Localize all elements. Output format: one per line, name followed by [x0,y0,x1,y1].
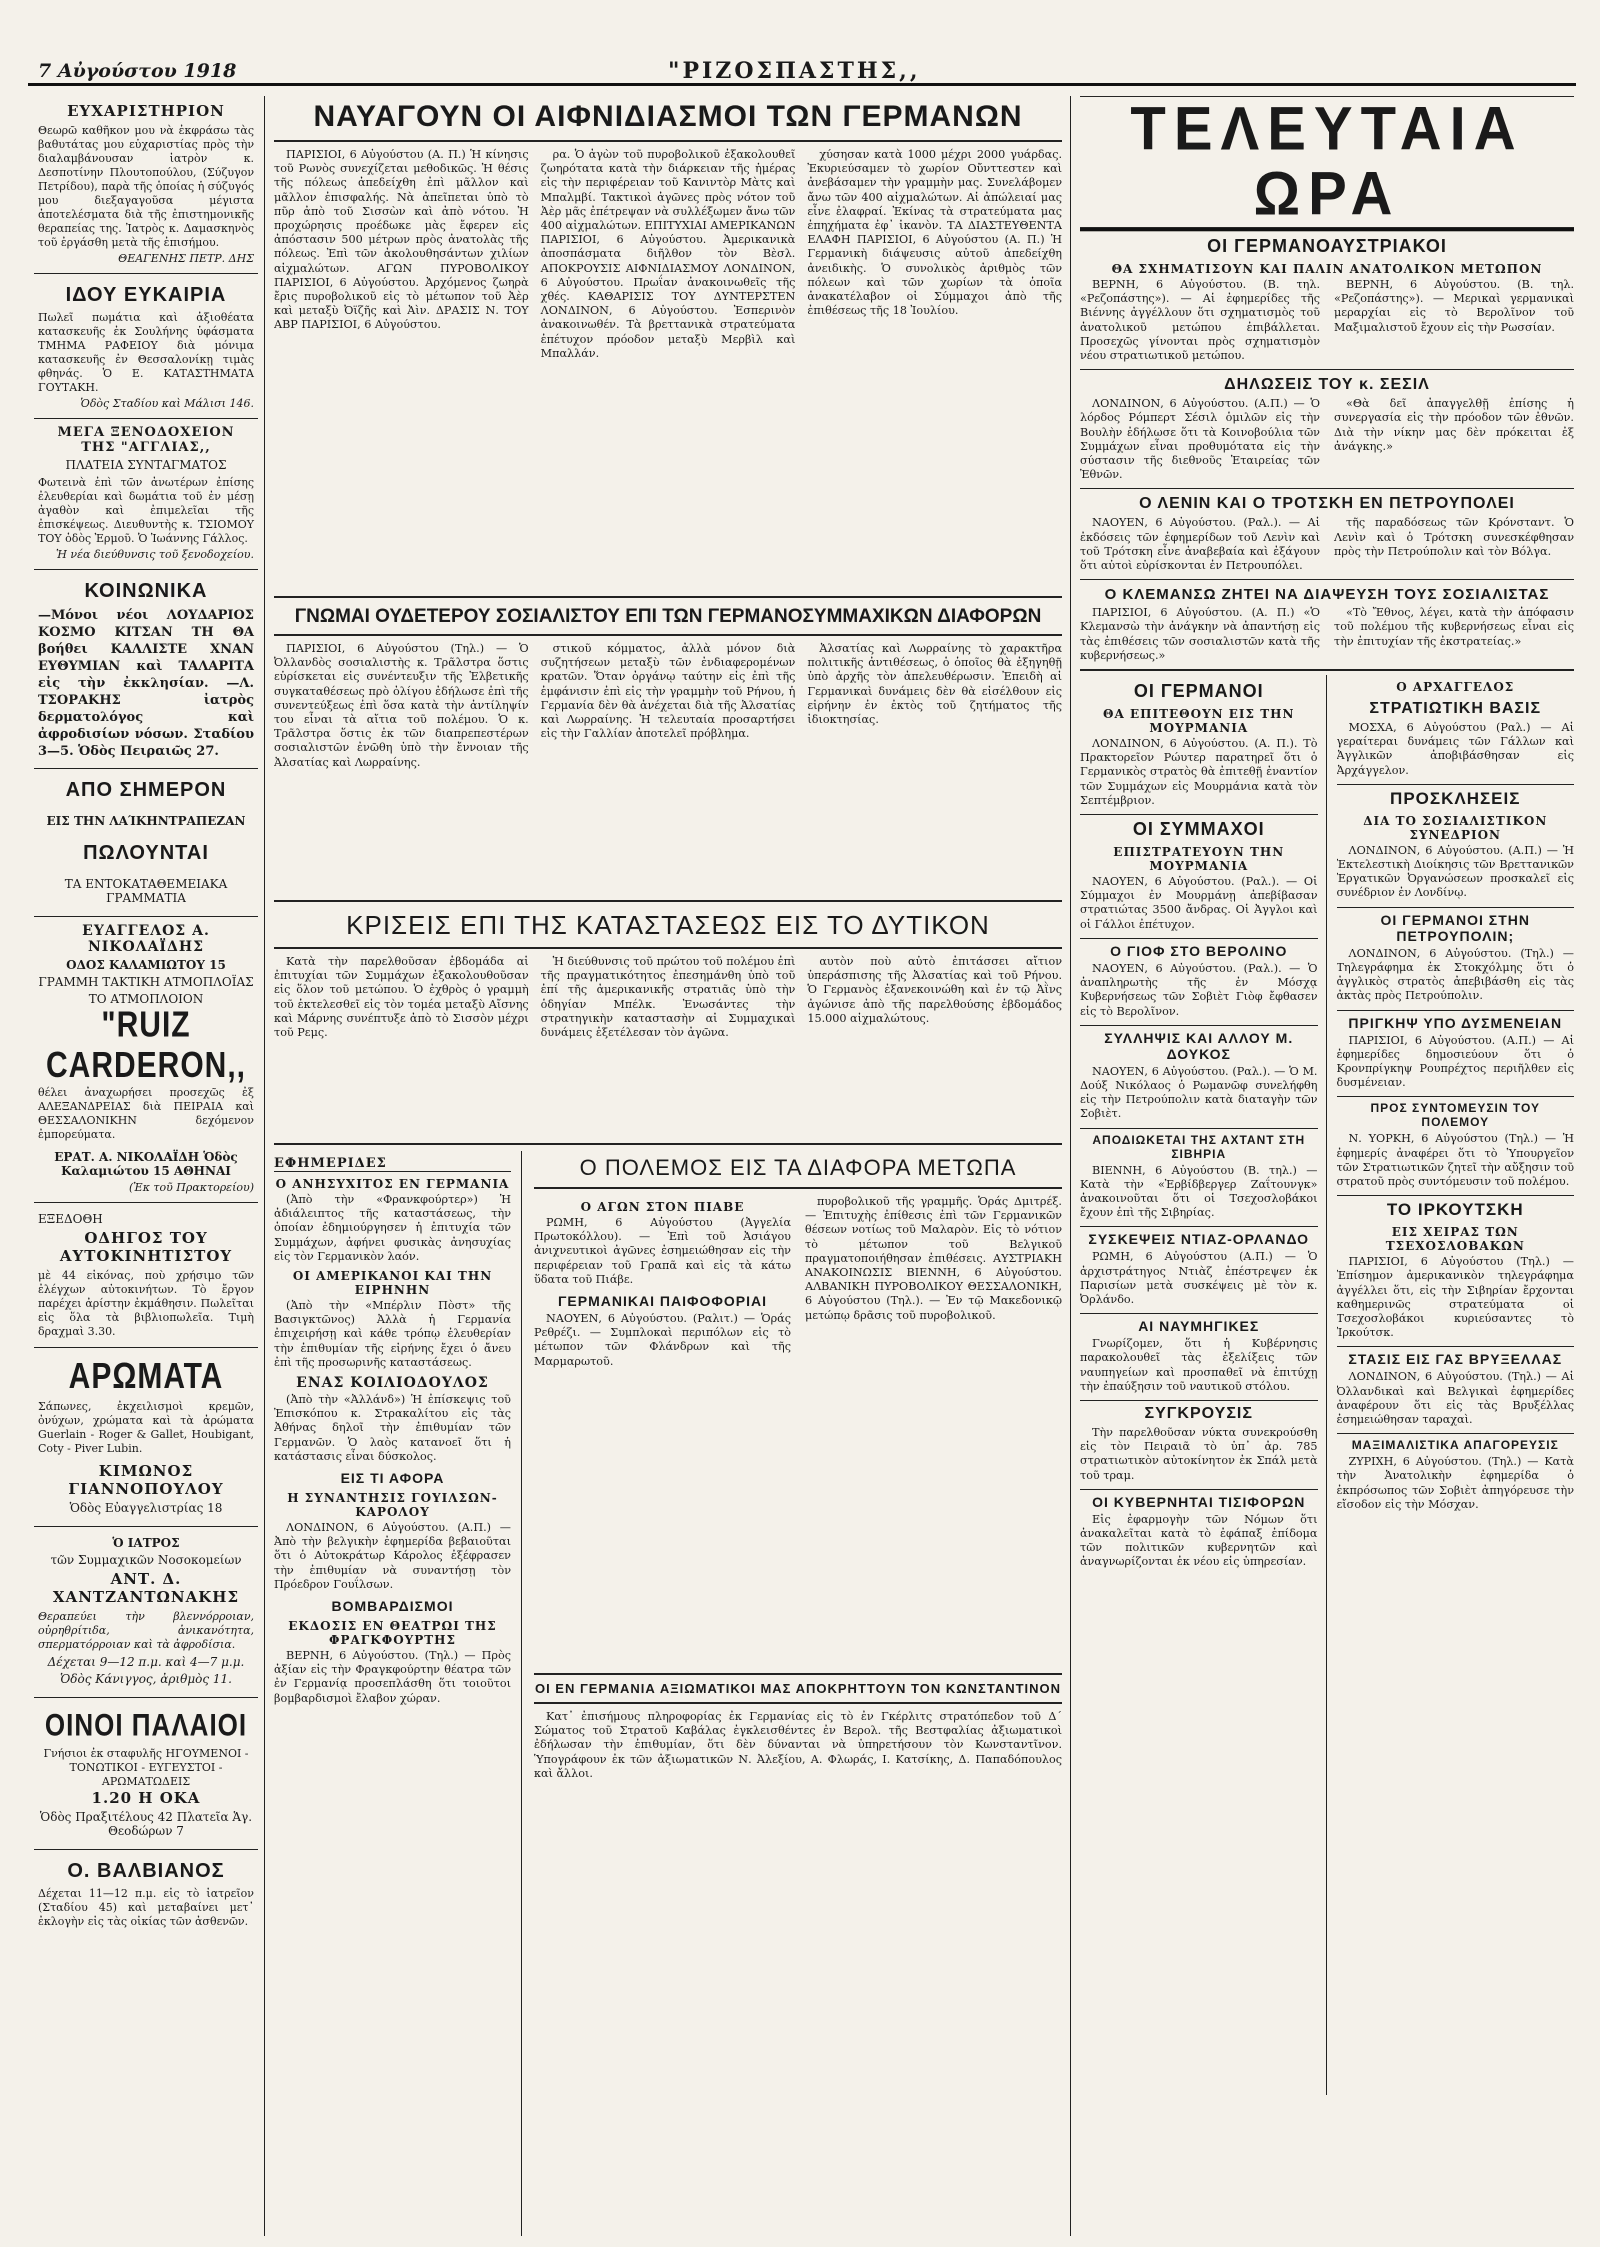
headline-clemenceau: Ο ΚΛΕΜΑΝΣΩ ΖΗΤΕΙ ΝΑ ΔΙΑΨΕΥΣΗ ΤΟΥΣ ΣΟΣΙΑΛΙΣΤΑΣ [1104,586,1550,604]
story-naufragoun [274,148,1062,588]
headline-ger-pet: ΟΙ ΓΕΡΜΑΝΟΙ ΣΤΗΝ ΠΕΤΡΟΥΠΟΛΙΝ; [1337,907,1575,944]
headline-constantine: ΟΙ ΕΝ ΓΕΡΜΑΝΙΑ ΑΞΙΩΜΑΤΙΚΟΙ ΜΑΣ ΑΠΟΚΡΗΤΤΟΥΝ ΤΟΝ ΚΩΝΣΤΑΝΤΙΝΟΝ [534,1673,1062,1704]
story-siberia: ΒΙΕΝΝΗ, 6 Αὐγούστου (Β. τηλ.) — Κατὰ τὴν «Ἐρβίδβεργερ Ζαΐτουνγκ» ἀνακοινοῦται ὅτι οἱ Τσεχοσλοβάκοι ἔχουν ἐπὶ τῆς Σιβηρίας. [1080,1163,1318,1220]
ad-exodos-text: μὲ 44 εἰκόνας, ποὺ χρήσιμο τῶν ἐλέγχων αὐτοκινήτων. Τὸ ἔργον παρέχει ἀρίστην ἐκμάθησιν. Πωλεῖται εἰς ὅλα τὰ βιβλιοπωλεῖα. Τιμὴ δραχμαὶ 3.30. [38,1269,254,1338]
war-fronts-sub2: ΓΕΡΜΑΝΙΚΑΙ ΠΑΙΦΟΦΟΡΙΑΙ [558,1293,767,1310]
story-nav: Γνωρίζομεν, ὅτι ἡ Κυβέρνησις παρακολουθεῖ τὰς ἐξελίξεις τῶν ναυπηγείων καὶ προσπαθεῖ νὰ ἐπιτύχῃ τὴν ἐπαύξησιν τοῦ ναυτικοῦ στόλου. [1080,1337,1318,1393]
ad-thanks-title: ΕΥΧΑΡΙΣΤΗΡΙΟΝ [67,102,225,120]
right-lower-col2 [1337,675,1575,2095]
story-west-col2: Ἡ διεύθυνσις τοῦ πρώτου τοῦ πολέμου ἐπὶ τῆς πραγματικότητος ἐπεσημάνθη ὑπὸ τοῦ ἐπί τῆς ἀμερικανικῆς στρατιᾶς ὑπὸ τὴν ὁδηγίαν Μπέλκ. Ἐνωσάντες τὴν στρατηγικὴν καταστασὴν αἱ Συμμαχικαὶ δυνάμεις ἐξετέλεσαν τὸν ἀγῶνα. [540,955,796,1040]
story-yoff: ΝΑΟΥΕΝ, 6 Αὐγούστου. (Ραλ.). — Ὁ ἀναπληρωτὴς τῆς ἐν Μόσχᾳ Κυβερνήσεως τῶν Σοβιὲτ Γιὸφ ἔφθασεν εἰς τὸ Βερολῖνον. [1080,961,1318,1018]
right-lower [1080,675,1574,2095]
ad-thanks-sign: ΘΕΑΓΕΝΗΣ ΠΕΤΡ. ΔΗΣ [118,252,254,265]
ad-hotel [34,419,258,570]
story-cecil-2: «Θὰ δεῖ ἀπαγγελθῇ ἐπίσης ἡ συνεργασία εἰς τὴν πρόοδον τῶν ἐθνῶν. Διὰ τὴν νίκην μας δὲν πρόκειται ἐξ ἀνάγκης.» [1334,397,1574,453]
story-west-col1: Κατὰ τὴν παρελθοῦσαν ἑβδομάδα αἱ ἐπιτυχίαι τῶν Συμμάχων ἐξακολουθοῦσαν εἰς ὅλον τοῦ μετώπου. Ὁ ἐχθρὸς ὁ γραμμὴ τοῦ ἐκτελεσθεῖ εἰς τὸν τομέα μεταξὺ Αἴσνης καὶ Μάρνης συνέπτυξε ἀπὸ τὸ Σισσὸν μέχρι τοῦ Ρεμς. [274,955,529,1040]
story-irk: ΠΑΡΙΣΙΟΙ, 6 Αὐγούστου (Τηλ.) — Ἐπίσημον ἀμερικανικὸν τηλεγράφημα ἀγγέλλει ὅτι, εἰς τὴν Σιβηρίαν ἔρχονται καθημερινῶς στρατεύματα οἱ Τσεχοσλοβάκοι κυριεύσαντες τὸ Ἰρκούτσκ. [1336,1255,1574,1340]
efimerides-t5s: ΕΚΔΟΣΙΣ ΕΝ ΘΕΑΤΡΩΙ ΤΗΣ ΦΡΑΓΚΦΟΥΡΤΗΣ [288,1619,497,1648]
headline-sygk: ΣΥΓΚΡΟΥΣΙΣ [1080,1400,1318,1423]
story-naufragoun-col3: χύσησαν κατὰ 1000 μέχρι 2000 γυάρδας. Ἐκυριεύσαμεν τὸ χωρίον Οὔνττεστεν καὶ ἀνεβάσαμεν τὴν γραμμὴν μας. Συνελάβομεν ἄνω τῶν 400 αἰχμαλώτων. Αἱ ἀπώλειαί μας εἶνε ἐλαφραί. Ἐκίνας τὰ στρατεύματα μας ἐπηχήματα ἐφ᾽ ἱκανὸν. ΤΑ ΔΙΑΣΤΕΥΘΕΝΤΑ ΕΛΑΦΗ ΠΑΡΙΣΙΟΙ, 6 Αὐγούστου (Α. Π.) Ἡ Γερμανικὴ διάψευσις αὐτοῦ ἀπεδείχθη ἀνειδικὴς. Ὁ συνολικὸς ἀριθμὸς τῶν πόλεων καὶ τῶν χωρίων τὰ ὁποῖα ἀνακατέλαβον οἱ Σύμμαχοι ἀπὸ τῆς ἐπιθέσεως τῆς 18 Ἰουλίου. [807,148,1062,318]
headline-syskep: ΣΥΣΚΕΨΕΙΣ ΝΤΙΑΖ-ΟΡΛΑΝΔΟ [1080,1226,1318,1247]
war-fronts-col2: πυροβολικοῦ τῆς γραμμῆς. Ὁράς Δμιτρέξ. — Ἐπιτυχὴς ἐπίθεσις ἐπὶ τῶν Γερμανικῶν θέσεων νοτίως τοῦ Μαλαρὸν. Εἰς τὸ νότιον τὸ μέτωπον τοῦ Βελγικοῦ πραγματοποιήθησαν ἐπιθέσεις. ΑΥΣΤΡΙΑΚΗ ΑΝΑΚΟΙΝΩΣΙΣ ΒΙΕΝΝΗ, 6 Αὐγούστου. ΑΛΒΑΝΙΚΗ ΠΥΡΟΒΟΛΙΚΟΥ ΘΕΣΣΑΛΟΝΙΚΗ, 6 Αὐγούστου (Τηλ.). — Ἐν τῷ Μακεδονικῷ μετώπῳ δρᾶσις τοῦ πυροβολικοῦ. [805,1195,1062,1322]
grammatia: ΤΑ ΕΝΤΟΚΑΤΑΘΕΜΕΙΑΚΑ ΓΡΑΜΜΑΤΙΑ [64,877,228,905]
ad-doctor-hours: Δέχεται 9—12 π.μ. καὶ 4—7 μ.μ. [47,1655,245,1669]
headline-doukas: ΣΥΛΛΗΨΙΣ ΚΑΙ ΑΛΛΟΥ Μ. ΔΟΥΚΟΣ [1080,1025,1318,1062]
ad-valvianos [34,1850,258,1937]
headline-murman: ΟΙ ΓΕΡΜΑΝΟΙ [1133,681,1264,702]
ad-exodos-title: ΟΔΗΓΟΣ ΤΟΥ ΑΥΤΟΚΙΝΗΤΙΣΤΟΥ [59,1229,233,1265]
story-ger-pet: ΛΟΝΔΙΝΟΝ, 6 Αὐγούστου. (Τηλ.) — Τηλεγράφημα ἐκ Στοκχόλμης ὅτι ὁ ἀγγλικὸς στρατὸς ἀπεβιβάσθη εἰς τὰς ἀκτὰς πρὸς Πετρούπολιν. [1336,946,1574,1003]
ad-exodos-label: ΕΞΕΔΟΘΗ [38,1212,103,1226]
right-column [1080,96,1574,2236]
story-arch: ΜΟΣΧΑ, 6 Αὐγούστου (Ραλ.) — Αἱ γεραίτεραι δυνάμεις τῶν Γάλλων καὶ Ἀγγλικῶν ἀποβιβάσθησαν εἰς Ἀρχάγγελον. [1336,721,1574,777]
subhead-prosk: ΔΙΑ ΤΟ ΣΟΣΙΑΛΙΣΤΙΚΟΝ ΣΥΝΕΔΡΙΟΝ [1363,813,1548,842]
lower-center [274,1151,1062,2236]
ad-hotel-sign: Ἡ νέα διεύθυνσις τοῦ ξενοδοχείου. [55,548,254,561]
ad-aromata [34,1348,258,1527]
ad-wines-title: ΟΙΝΟΙ ΠΑΛΑΙΟΙ [44,1706,248,1743]
efimerides-b3: (Ἀπὸ τὴν «Ἀλλάνδ») Ἡ ἐπίσκεψις τοῦ Ἐπισκόπου κ. Στρακαλίτου εἰς τὰς Ἀθήνας δηλοῖ τὴν ἐπιθυμίαν τῶν Γερμανῶν. Ὁ λαὸς κατανοεῖ ὅτι ἡ κατάστασις εἶναι δύσκολος. [274,1393,511,1463]
story-neutral [274,642,1062,892]
story-syntom: Ν. ΥΟΡΚΗ, 6 Αὐγούστου (Τηλ.) — Ἡ ἐφημερίς ἀναφέρει ὅτι τὸ Ὑπουργεῖον τῶν Στρατιωτικῶν ζητεῖ τὴν αὔξησιν τοῦ στρατοῦ πρὸς συντόμευσιν τοῦ πολέμου. [1336,1132,1574,1188]
ad-eukairia-sign: Ὁδὸς Σταδίου καὶ Μάλισι 146. [80,397,254,410]
efimerides-t1: Ο ΑΝΗΣΥΧΙΤΟΣ ΕΝ ΓΕΡΜΑΝΙΑ [275,1177,510,1191]
story-clemenceau-1: ΠΑΡΙΣΙΟΙ, 6 Αὐγούστου. (Α. Π.) «Ὁ Κλεμανσὼ τὴν ἀνάγκην νὰ ἀπαντήσῃ εἰς τὰς ἐπιθέσεις τῶν σοσιαλιστῶν κατὰ τῆς κυβερνήσεως.» [1080,606,1320,662]
efimerides-t2: ΟΙ ΑΜΕΡΙΚΑΝΟΙ ΚΑΙ ΤΗΝ ΕΙΡΗΝΗΝ [292,1269,493,1298]
subhead-symm: ΕΠΙΣΤΡΑΤΕΥΟΥΝ ΤΗΝ ΜΟΥΡΜΑΝΙΑ [1113,845,1285,874]
subhead-austro: ΘΑ ΣΧΗΜΑΤΙΣΟΥΝ ΚΑΙ ΠΑΛΙΝ ΑΝΑΤΟΛΙΚΟΝ ΜΕΤΩΠΟΝ [1111,262,1543,276]
headline-prosk: ΠΡΟΣΚΛΗΣΕΙΣ [1337,784,1575,809]
efimerides-column [274,1151,522,2236]
story-austro-2: ΒΕΡΝΗ, 6 Αὐγούστου. (Β. τηλ. «Ρεζοπάστης»). — Μερικαὶ γερμανικαὶ μεραρχίαι εἰς τὸ Βερολῖνον τοῦ Μαξιμαλιστοῦ ἔχουν εἰς τὴν Ρωσσίαν. [1334,278,1574,334]
story-naufragoun-col2: ρα. Ὁ ἀγὼν τοῦ πυροβολικοῦ ἐξακολουθεῖ ζωηρότατα κατὰ τὴν διάρκειαν τῆς ἡμέρας εἰς τὴν περιφέρειαν τοῦ Κανιντὸρ Μὰτς καὶ Μπαλμβί. Τακτικοὶ ἀγῶνες πρὸς νότον τοῦ Ἀὲρ μᾶς ἐπέτρεψαν νὰ συλλέξωμεν ἄνω τῶν 400 αἰχμαλώτων. ΕΠΙΤΥΧΙΑΙ ΑΜΕΡΙΚΑΝΩΝ ΠΑΡΙΣΙΟΙ, 6 Αὐγούστου. Ἀμερικανικὰ ἀποσπάσματα διῆλθον τὸν Βὲσλ. ΑΠΟΚΡΟΥΣΙΣ ΑΙΦΝΙΔΙΑΣΜΟΥ ΛΟΝΔΙΝΟΝ, 6 Αὐγούστου. Πρωΐαν ἀνακοινωθεῖς τῆς χθές. ΚΑΘΑΡΙΣΙΣ ΤΟΥ ΔΥΝΤΕΡΣΤΕΝ ΛΟΝΔΙΝΟΝ, 6 Αὐγούστου. Ἐσπερινὸν ἀνακοινωθέν. Τὰ βρεττανικὰ στρατεύματα ἐπέτυχον πρόοδον μεταξὺ Μερβὶλ καὶ Μπαλλάν. [540,148,796,360]
story-cecil-1: ΛΟΝΔΙΝΟΝ, 6 Αὐγούστου. (Α.Π.) — Ὁ λόρδος Ρόμπερτ Σέσιλ ὁμιλῶν εἰς τὴν Βουλὴν ἐδήλωσε ὅτι τὰ Κοινοβούλια τῶν Συμμάχων εἶναι προθυμότατα εἰς τὴν σύστασιν τῆς διεθνοῦς Ἑταιρείας τῶν Ἐθνῶν. [1080,397,1320,482]
headline-prig: ΠΡΙΓΚΗΨ ΥΠΟ ΔΥΣΜΕΝΕΙΑΝ [1337,1010,1575,1031]
headline-nav: ΑΙ ΝΑΥΜΗΓΙΚΕΣ [1080,1313,1318,1334]
story-lenin-1: ΝΑΟΥΕΝ, 6 Αὐγούστου. (Ραλ.). — Αἱ ἐκδόσεις τῶν ἐφημερίδων τοῦ Λενὶν καὶ τοῦ Τρότσκη εἶνε ἀναβεβαία καὶ ἐξάγουν ὅτι αὐτοὶ εὑρίσκονται ἐν Πετρουπόλει. [1080,516,1320,573]
story-cecil [1080,397,1574,489]
ad-eukairia-text: Πωλεῖ πωμάτια καὶ ἀξιοθέατα κατασκευῆς ἐκ Σουλήνης ὑφάσματα ΤΜΗΜΑ ΡΑΦΕΙΟΥ διὰ μόνιμα κατασκευῆς ἐν Θεσσαλονίκῃ τιμὰς φθηνάς. Ὁ Ε. ΚΑΤΑΣΤΗΜΑΤΑ ΓΟΥΤΑΚΗ. [38,311,254,394]
kentrikan: ΕΙΣ ΤΗΝ ΛΑΊΚΗΝΤΡΑΠΕΖΑΝ [46,814,246,828]
story-murman: ΛΟΝΔΙΝΟΝ, 6 Αὐγούστου. (Α. Π.). Τὸ Πρακτορεῖον Ρώυτερ παρατηρεῖ ὅτι ὁ Γερμανικὸς στρατὸς θὰ ἐπιτεθῇ ἐναντίον τῶν Συμμάχων εἰς Μουρμάνια κατὰ τὸν Σεπτέμβριον. [1080,737,1318,807]
ad-koinonika-title: ΚΟΙΝΩΝΙΚΑ [84,580,208,602]
issue-date: 7 Αὐγούστου 1918 [38,60,237,82]
ad-koinonika-text: —Μόνοι νέοι ΛΟΥΔΑΡΙΟΣ ΚΟΣΜΟ ΚΙΤΣΑΝ ΤΗ ΘΑ βοήθει ΚΑΛΛΙΣΤΕ ΧΝΑΝ ΕΥΘΥΜΙΑΝ καὶ ΤΑΛΑΡΙΤΑ εἰς τὴν ἐκκλησίαν. —Λ. ΤΣΟΡΑΚΗΣ ἰατρὸς δερματολόγος καὶ ἀφροδισίων νόσων. Σταδίου 3—5. Ὁδὸς Πειραιῶς 27. [38,608,254,759]
polountai: ΠΩΛΟΥΝΤΑΙ [83,842,209,864]
headline-siberia: ΑΠΟΔΙΩΚΕΤΑΙ ΤΗΣ ΑΧΤΑΝΤ ΣΤΗ ΣΙΒΗΡΙΑ [1080,1128,1318,1161]
story-naufragoun-col1: ΠΑΡΙΣΙΟΙ, 6 Αὐγούστου (Α. Π.) Ἡ κίνησις τοῦ Ρωνὸς συνεχίζεται μεθοδικῶς. Ἡ θέσις τῆς πόλεως ἀπεδείχθη ἐπὶ μᾶλλον καὶ μᾶλλον ἐπισφαλής. Νὰ ἀπεῖπεται ὑπὸ τὸ πῦρ ἀπὸ τοῦ Σισσὼν καὶ ἀπὸ νότου. Ἡ προχώρησις προέδωκε μὰς ἔφερεν εἰς ἀπόστασιν 500 μέτρων πρὸς ἀνατολὰς τῆς πόλεως. Ἐπὶ τῶν ἀκολουθησάντων χιλίων αἰχμαλώτων. ΑΓΩΝ ΠΥΡΟΒΟΛΙΚΟΥ ΠΑΡΙΣΙΟΙ, 6 Αὐγούστου. Ἀρχόμενος ζωηρὰ ἔρις πυροβολικοῦ εἰς τὸ μέτωπον τοῦ Ἀὲρ καὶ μεταξὺ Ὀϊζῆς καὶ Ἀὶν. ΔΡΑΣΙΣ Ν. ΤΟΥ ΑΒΡ ΠΑΡΙΣΙΟΙ, 6 Αὐγούστου. [274,148,529,332]
story-max: ΖΥΡΙΧΗ, 6 Αὐγούστου. (Τηλ.) — Κατὰ τὴν Ἀνατολικὴν ἐφημερίδα ὁ ἐκπρόσωπος τῶν Σοβιὲτ ἀπηγόρευσε τὴν εἴσοδον εἰς τὴν Μόσχαν. [1336,1455,1574,1511]
ad-nikolaidis-agent: ΕΡΑΤ. Α. ΝΙΚΟΛΑΪΔΗ Ὁδὸς Καλαμιώτου 15 ΑΘΗΝΑΙ [54,1150,238,1178]
newspaper-name: "ΡΙΖΟΣΠΑΣΤΗΣ,, [668,58,921,84]
story-prig: ΠΑΡΙΣΙΟΙ, 6 Αὐγούστου. (Α.Π.) — Αἱ ἐφημερίδες δημοσιεύουν ὅτι ὁ Κρονπρίγκηψ Ρουπρέχτος περιῆλθεν εἰς δυσμένειαν. [1336,1033,1574,1090]
war-fronts-body [534,1195,1062,1665]
war-fronts-col1b: ΝΑΟΥΕΝ, 6 Αὐγούστου. (Ραλιτ.) — Ὁράς Ρεθρέζι. — Συμπλοκαὶ περιπόλων εἰς τὸ μέτωπον τῶν Φλάνδρων καὶ τῆς Μαρμαρωτοῦ. [534,1312,791,1368]
efimerides-b2: (Ἀπὸ τὴν «Μπέρλιν Πὸστ» τῆς Βασιγκτῶνος) Ἀλλὰ ἡ Γερμανία ἐπιχειρήσῃ καὶ κάθε τρόπῳ ἐλευθερίαν τὴν ἐπιθυμίαν τῆς εἰρήνης ἔχει ὁ ἄνευ ἐπὶ τῆς προσωρινῆς καταστάσεως. [274,1299,511,1369]
story-kyb: Εἰς ἐφαρμογὴν τῶν Νόμων ὅτι ἀνακαλεῖται κατὰ τὸ ἐφάπαξ ἐπίδομα τῶν πολιτικῶν κυβερνητῶν καὶ ἀναγνωρίζονται ἐκ νέου εἰς ὑπηρεσίαν. [1080,1512,1318,1569]
headline-lenin: Ο ΛΕΝΙΝ ΚΑΙ Ο ΤΡΟΤΣΚΗ ΕΝ ΠΕΤΡΟΥΠΟΛΕΙ [1139,495,1515,513]
story-doukas: ΝΑΟΥΕΝ, 6 Αὐγούστου. (Ραλ.). — Ὁ Μ. Δούξ Νικόλαος ὁ Ρωμανῶφ συνελήφθη εἰς τὴν Πετρούπολιν κατὰ διαταγὴν τῶν Σοβιὲτ. [1080,1064,1318,1121]
ad-nikolaidis-text: θέλει ἀναχωρήσει προσεχῶς ἐξ ΑΛΕΞΑΝΔΡΕΙΑΣ διὰ ΠΕΙΡΑΙΑ καὶ ΘΕΣΣΑΛΟΝΙΚΗΝ δεχόμενον ἐμπορεύματα. [38,1086,254,1141]
story-syskep: ΡΩΜΗ, 6 Αὐγούστου (Α.Π.) — Ὁ ἀρχιστράτηγος Ντιὰζ ἐπέστρεψεν ἐκ Παρισίων μετὰ συσκέψεις μὲ τὸν κ. Ὀρλάνδο. [1080,1250,1318,1306]
right-lower-col1 [1080,675,1327,2095]
ad-kentrikan [34,769,258,917]
column-rule [1070,96,1071,2236]
subhead-arch: ΣΤΡΑΤΙΩΤΙΚΗ ΒΑΣΙΣ [1369,700,1542,718]
war-fronts-col1 [534,1195,791,1665]
ad-nikolaidis-street: ΟΔΟΣ ΚΑΛΑΜΙΩΤΟΥ 15 [66,958,226,972]
ad-thanks-text: Θεωρῶ καθῆκον μου νὰ ἐκφράσω τὰς βαθυτάτας μου εὐχαριστίας πρὸς τὴν διαλαμβάνουσαν ἰατρὸν κ. Δεσποτίνην Πλουτοπούλου, (Σύζυγον Πετρίδου), παρὰ τῆς ὁποίας ἡ σύζυγός μου διεξαγαγοῦσα μέγιστα ἀποτελέσματα διὰ τῆς ἐπιστημονικῆς θεραπείας της. Ἰατρὸς κ. Δαμασκηνὸς τοῦ ἐργάσθη μετὰ τῆς ἐπισήμου. [38,124,254,249]
ad-eukairia-title: ΙΔΟΥ ΕΥΚΑΙΡΙΑ [65,284,227,306]
story-sygk: Τὴν παρελθοῦσαν νύκτα συνεκρούσθη εἰς τὸν Πειραιᾶ τὸ ὑπ᾽ ἀρ. 785 στρατιωτικὸν αὐτοκίνητον ἐκ Σπάλ μετὰ τοῦ τραμ. [1080,1425,1318,1482]
story-west [274,955,1062,1145]
story-west-col3: αυτὸν ποὺ αὐτὸ ἐπιτάσσει αἴτιον ὑπεράσπισης τῆς Ἀλσατίας καὶ τοῦ Ρήνου. Ὁ Γερμανὸς ἐξανεκοινώθη καὶ ἐν τῷ Ἀῒνς ἀγώνισε ἀπὸ τῆς παρελθούσης ἑβδομάδος 15.000 αἰχμαλώτους. [807,955,1062,1025]
subhead-murman: ΘΑ ΕΠΙΤΕΘΟΥΝ ΕΙΣ ΤΗΝ ΜΟΥΡΜΑΝΙΑ [1103,707,1295,736]
ad-valvianos-text: Δέχεται 11—12 π.μ. εἰς τὸ ἰατρεῖον (Σταδίου 45) καὶ μεταβαίνει μετ᾽ ἐκλογὴν εἰς τὰς οἰκίας τῶν ἀσθενῶν. [38,1887,254,1928]
efimerides-b5: ΒΕΡΝΗ, 6 Αὐγούστου. (Τηλ.) — Πρὸς ἀξίαν εἰς τὴν Φραγκφούρτην θέατρα τῶν ἐν Γερμανίᾳ προσεπλάσθη ὅτι τοιοῦτοι βομβαρδισμοὶ ἔλαβον χώραν. [274,1649,511,1705]
headline-irk: ΤΟ ΙΡΚΟΥΤΣΚΗ [1337,1195,1575,1220]
ad-valvianos-title: Ο. ΒΑΛΒΙΑΝΟΣ [67,1860,225,1882]
headline-symm: ΟΙ ΣΥΜΜΑΧΟΙ [1080,814,1318,840]
headline-stasis: ΣΤΑΣΙΣ ΕΙΣ ΓΑΣ ΒΡΥΞΕΛΛΑΣ [1337,1346,1575,1367]
story-prosk: ΛΟΝΔΙΝΟΝ, 6 Αὐγούστου. (Α.Π.) — Ἡ Ἐκτελεστικὴ Διοίκησις τῶν Βρεττανικῶν Ἐργατικῶν Ὀργανώσεων προσκαλεῖ εἰς συνέδριον ἐν Λονδίνῳ. [1336,843,1574,900]
ad-hotel-title: ΜΕΓΑ ΞΕΝΟΔΟΧΕΙΟΝ ΤΗΣ "ΑΓΓΛΙΑΣ,, [57,425,235,455]
ad-wines-street: Ὁδὸς Πραξιτέλους 42 Πλατεῖα Ἁγ. Θεοδώρων 7 [39,1810,253,1838]
headline-west-front: ΚΡΙΣΕΙΣ ΕΠΙ ΤΗΣ ΚΑΤΑΣΤΑΣΕΩΣ ΕΙΣ ΤΟ ΔΥΤΙΚΟΝ [274,900,1062,949]
story-neutral-col1: ΠΑΡΙΣΙΟΙ, 6 Αὐγούστου (Τηλ.) — Ὁ Ὀλλανδὸς σοσιαλιστὴς κ. Τρᾶλστρα ὅστις εὑρίσκεται εἰς συνέντευξιν τῆς Ἑλβετικῆς συγκαταθέσεως πρὸ ὀλίγου ἐδήλωσε ἐπὶ τῆς συνεντεύξεως ἐπὶ ὅσα κατὰ τὴν ἀντίληψίν του εἶναι τὰ αἴτια τοῦ πολέμου. Ὁ κ. Τρᾶλστρα ὅστις ἐκ τῶν διαπρεπεστέρων σοσιαλιστῶν ἐνῶθη ὑπὸ τὴν ἔννοιαν τῆς Ἀλσατίας καὶ Λωρραίνης. [274,642,529,769]
ad-wines-text: Γνήσιοι ἐκ σταφυλῆς ΗΓΟΥΜΕΝΟΙ - ΤΟΝΩΤΙΚΟΙ - ΕΥΓΕΥΣΤΟΙ - ΑΡΩΜΑΤΩΔΕΙΣ [43,1747,249,1788]
headline-max: ΜΑΞΙΜΑΛΙΣΤΙΚΑ ΑΠΑΓΟΡΕΥΣΙΣ [1337,1433,1575,1452]
story-neutral-col2: στικοῦ κόμματος, ἀλλὰ μόνον διὰ συζητήσεων μεταξὺ τῶν ἐνδιαφερομένων κρατῶν. Ὅταν ὀργάνῳ ταύτην εἰς ἐπὶ τῆς ἐμφάνισιν ἐπὶ εἰς τὴν γραμμὴν τοῦ Ρήνου, ἡ Γερμανία δὲν θὰ ἀνέχεται διὰ τῆς Ἀλσατίας καὶ Λωρραίνης. Ἡ τελευταία προσαρτήσει εἰς τὴν Γαλλίαν ἀποτελεῖ πρόβλημα. [540,642,796,741]
ad-aromata-text: Σάπωνες, ἐκχειλισμοὶ κρεμῶν, ὀνύχων, χρώματα καὶ τὰ ἀρώματα Guerlain - Roger & Gallet, Houbigant, Coty - Piver Lubin. [38,1400,254,1455]
left-column [34,96,258,2236]
story-austro [1080,278,1574,370]
ad-nikolaidis-ship-label: ΤΟ ΑΤΜΟΠΛΟΙΟΝ [88,992,204,1006]
efimerides-t4s: Η ΣΥΝΑΝΤΗΣΙΣ ΓΟΥΙΛΣΩΝ-ΚΑΡΟΛΟΥ [287,1491,498,1520]
headline-austro: ΟΙ ΓΕΡΜΑΝΟΑΥΣΤΡΙΑΚΟΙ [1207,236,1447,256]
war-fronts [534,1151,1062,2236]
ad-doctor-text: Θεραπεύει τὴν βλεννόρροιαν, οὐρηθρίτιδα, ἀνικανότητα, σπερματόρροιαν καὶ τὰ ἀφροδίσια. [38,1610,254,1651]
efimerides-b4: ΛΟΝΔΙΝΟΝ, 6 Αὐγούστου. (Α.Π.) — Ἀπὸ τὴν βελγικὴν ἐφημερίδα βεβαιοῦται ὅτι ὁ Αὐτοκράτωρ Κάρολος ἐξέφρασεν τὴν ἐπιθυμίαν νὰ συναντήσῃ τὸν Πρόεδρον Γουΐλσων. [274,1521,511,1591]
center-area [274,96,1062,2236]
ad-doctor-sub: τῶν Συμμαχικῶν Νοσοκομείων [50,1553,242,1567]
story-clemenceau-2: «Τὸ Ἔθνος, λέγει, κατὰ τὴν ἀπόφασιν τοῦ πολέμου τῆς κυβερνήσεως εἶναι εἰς τὴν ἐπιτυχίαν τῆς ἐκστρατείας.» [1334,606,1574,648]
ad-doctor-street: Ὁδὸς Κάνιγγος, ἀριθμὸς 11. [59,1672,232,1686]
ad-doctor [34,1527,258,1698]
efimerides-label: ΕΦΗΜΕΡΙΔΕΣ [274,1156,511,1172]
ad-wines-price: 1.20 Η ΟΚΑ [91,1789,201,1807]
story-lenin-2: τῆς παραδόσεως τῶν Κρόνσταντ. Ὁ Λενὶν καὶ ὁ Τρότσκη συνεσκέφθησαν πρὸς τὴν Πετρούπολιν καὶ τὸν Βόλγα. [1334,516,1574,558]
ad-aromata-street: Ὁδὸς Εὐαγγελιστρίας 18 [69,1501,223,1515]
war-fronts-col1-text: ΡΩΜΗ, 6 Αὐγούστου (Ἀγγελία Πρωτοκόλλου). — Ἐπὶ τοῦ Ἀσιάγου ἀνιχνευτικοὶ ἀγῶνες ἐσημειώθησαν εἰς τὴν περιφέρειαν τοῦ Γραπᾶ καὶ εἰς τὰ κάτω ὕδατα τοῦ Πιάβε. [534,1216,791,1286]
story-constantine: Κατ᾽ ἐπισήμους πληροφορίας ἐκ Γερμανίας εἰς τὸ ἐν Γκέρλιτς στρατόπεδον τοῦ Δ΄ Σώματος τοῦ Στρατοῦ Καβάλας ἐγκλεισθέντες ἐν Βερολ. τῆς Βεστφαλίας ἀξιωματικοὶ ἐδήλωσαν τὴν ἐπιθυμίαν, ὅτι δὲν δύνανται νὰ ὑπηρετήσουν τὸν Κωνσταντῖνον. Ὑπογράφουν ἐκ τῶν ἀξιωματικῶν Ν. Ἀλεξίου, Α. Φλωράς, Ι. Κατσίκης, Δ. Παπαδόπουλος καὶ ἄλλοι. [534,1710,1062,1780]
ad-nikolaidis-line: ΓΡΑΜΜΗ ΤΑΚΤΙΚΗ ΑΤΜΟΠΛΟΪΑΣ [38,975,254,989]
masthead [28,58,1576,86]
subhead-irk: ΕΙΣ ΧΕΙΡΑΣ ΤΩΝ ΤΣΕΧΟΣΛΟΒΑΚΩΝ [1385,1225,1525,1254]
headline-cecil: ΔΗΛΩΣΕΙΣ ΤΟΥ κ. ΣΕΣΙΛ [1224,376,1430,394]
efimerides-t5: ΒΟΜΒΑΡΔΙΣΜΟΙ [331,1598,454,1615]
newspaper-page [28,0,1576,2247]
ad-wines [34,1698,258,1850]
ad-koinonika [34,570,258,769]
headline-neutral-socialist: ΓΝΩΜΑΙ ΟΥΔΕΤΕΡΟΥ ΣΟΣΙΑΛΙΣΤΟΥ ΕΠΙ ΤΩΝ ΓΕΡΜΑΝΟΣΥΜΜΑΧΙΚΩΝ ΔΙΑΦΟΡΩΝ [274,596,1062,636]
story-symm: ΝΑΟΥΕΝ, 6 Αὐγούστου. (Ραλ.). — Οἱ Σύμμαχοι ἐν Μουρμάνῃ ἀπεβίβασαν στρατιώτας 3500 ἄνδρας. Οἱ Ἀγγλοι καὶ οἱ Γάλλοι ἐπέτυχον. [1080,875,1318,931]
ad-hotel-subtitle: ΠΛΑΤΕΙΑ ΣΥΝΤΑΓΜΑΤΟΣ [65,458,227,472]
ad-aromata-title: ΑΡΩΜΑΤΑ [68,1356,224,1397]
story-clemenceau [1080,606,1574,671]
ad-nikolaidis-title: ΕΥΑΓΓΕΛΟΣ Α. ΝΙΚΟΛΑΪΔΗΣ [82,923,210,955]
headline-kyb: ΟΙ ΚΥΒΕΡΝΗΤΑΙ ΤΙΣΙΦΟΡΩΝ [1080,1489,1318,1510]
headline-arch: Ο ΑΡΧΑΓΓΕΛΟΣ [1396,680,1515,695]
ad-nikolaidis-ship: "RUIZ CARDERON,, [45,1005,246,1086]
ad-thanks [34,96,258,274]
apo-simeron: ΑΠΟ ΣΗΜΕΡΟΝ [65,779,227,801]
headline-yoff: Ο ΓΙΟΦ ΣΤΟ ΒΕΡΟΛΙΝΟ [1080,938,1318,959]
ad-aromata-shop: ΚΙΜΩΝΟΣ ΓΙΑΝΝΟΠΟΥΛΟΥ [68,1462,224,1498]
ad-exodos [34,1203,258,1348]
war-fronts-sub1: Ο ΑΓΩΝ ΣΤΟΝ ΠΙΑΒΕ [580,1200,745,1214]
ad-doctor-label: Ὁ ΙΑΤΡΟΣ [112,1536,180,1550]
ad-doctor-name: ΑΝΤ. Δ. ΧΑΝΤΖΑΝΤΩΝΑΚΗΣ [52,1570,240,1606]
ad-hotel-text: Φωτεινὰ ἐπὶ τῶν ἀνωτέρων ἐπίσης ἐλευθερίαι καὶ δωμάτια τοῦ ἐν μέσῃ ἀγαθὸν καὶ ἐπιμελεῖαι τῆς ἐπισκέψεως. Διευθυντὴς κ. ΤΣΙΟΜΟΥ ΤΟΥ ὁδὸς Ἐρμοῦ. Ὁ Ἰωάννης Γάλλος. [38,476,254,545]
story-stasis: ΛΟΝΔΙΝΟΝ, 6 Αὐγούστου. (Τηλ.) — Αἱ Ὀλλανδικαὶ καὶ Βελγικαὶ ἐφημερίδες ἀναφέρουν ὅτι εἰς τὰς Βρυξέλλας ἐσημειώθησαν ταραχαὶ. [1336,1370,1574,1426]
headline-syntom: ΠΡΟΣ ΣΥΝΤΟΜΕΥΣΙΝ ΤΟΥ ΠΟΛΕΜΟΥ [1337,1096,1575,1129]
ad-eukairia [34,274,258,419]
story-neutral-col3: Ἀλσατίας καὶ Λωρραίνης τὸ χαρακτῆρα πολιτικῆς ἀντιθέσεως, ὁ ὁποῖος θὰ ἐξηγηθῇ ὑπὸ ἀρχῆς τὸν ἀπελευθέρωσιν. Ἐπειδὴ αἱ Γερμανικαὶ δυνάμεις δὲν θὰ εἰσέλθουν εἰς εἰρήνην ἐν ἐκτὸς τοῦ ζητήματος τῆς ἰδιοκτησίας. [807,642,1062,727]
efimerides-t4: ΕΙΣ ΤΙ ΑΦΟΡΑ [340,1470,445,1487]
story-austro-1: ΒΕΡΝΗ, 6 Αὐγούστου. (Β. τηλ. «Ρεζοπάστης»). — Αἱ ἐφημερίδες τῆς Βιέννης ἀγγέλλουν ὅτι σχηματισμὸς τοῦ ἀνατολικοῦ μετώπου ἐπιβάλλεται. Προσεχῶς γίνονται πρὸς σχηματισμὸν νέου στρατιωτικοῦ μετώπου. [1080,278,1320,363]
ad-nikolaidis-note: (Ἐκ τοῦ Πρακτορείου) [129,1181,254,1194]
ad-nikolaidis [34,917,258,1203]
story-lenin [1080,516,1574,580]
column-rule [264,96,265,2236]
efimerides-b1: (Ἀπὸ τὴν «Φρανκφούρτερ») Ἡ ἀδιάλειπτος τῆς καταστάσεως, τὴν ὁποίαν ἐδημιούργησεν ἡ ἐπιτυχία τῶν Συμμάχων, ἀφήνει φυσικὰς ἀνησυχίας εἰς τὸν Γερμανικὸν λαόν. [274,1193,511,1263]
headline-war-fronts: Ο ΠΟΛΕΜΟΣ ΕΙΣ ΤΑ ΔΙΑΦΟΡΑ ΜΕΤΩΠΑ [534,1151,1062,1189]
efimerides-t3: ΕΝΑΣ ΚΟΙΛΙΟΔΟΥΛΟΣ [296,1375,489,1392]
headline-naufragoun: ΝΑΥΑΓΟΥΝ ΟΙ ΑΙΦΝΙΔΙΑΣΜΟΙ ΤΩΝ ΓΕΡΜΑΝΩΝ [274,96,1062,142]
latest-hour-header: ΤΕΛΕΥΤΑΙΑ ΩΡΑ [1080,96,1574,231]
